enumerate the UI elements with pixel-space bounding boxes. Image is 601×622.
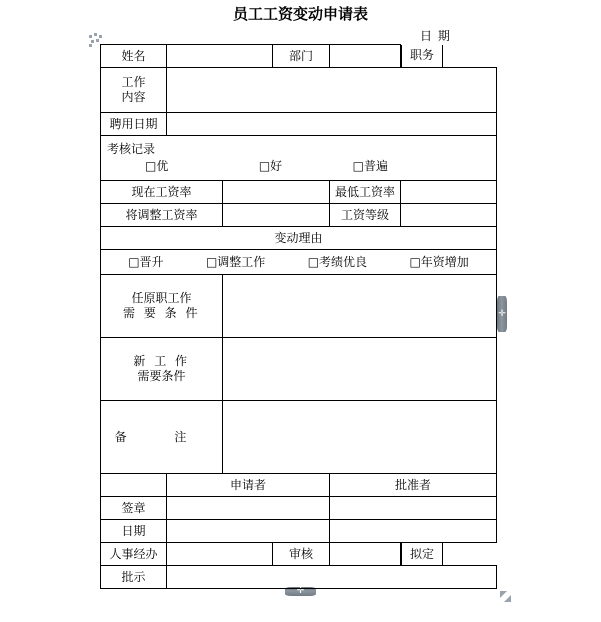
assessment-option-average[interactable]: □普遍 (352, 158, 388, 173)
reason-option-promotion[interactable]: □晋升 (128, 254, 164, 269)
remarks-value-cell[interactable] (223, 401, 497, 474)
hr-handler-label: 人事经办 (101, 543, 167, 566)
new-job-label (101, 338, 223, 401)
original-job-label-line1: 任原职工作 (131, 291, 192, 305)
table-row-reason-options (101, 250, 497, 275)
hr-handler-value-cell[interactable] (167, 543, 273, 566)
draft-label: 拟定 (402, 543, 443, 565)
department-label: 部门 (273, 45, 330, 68)
seal-approver-cell[interactable] (330, 497, 497, 520)
corner-resize-handle[interactable] (500, 591, 512, 603)
remarks-label: 备 注 (101, 401, 223, 474)
job-content-label (101, 68, 167, 113)
assessment-cell (101, 136, 497, 181)
original-job-label (101, 275, 223, 338)
table-row-rates-adjusted (101, 204, 497, 227)
table-row-basic-info (101, 45, 497, 68)
position-label: 职务 (402, 45, 443, 67)
salary-grade-label: 工资等级 (330, 204, 401, 227)
table-row-instruction (101, 566, 497, 589)
job-content-value-cell[interactable] (167, 68, 497, 113)
current-rate-label: 现在工资率 (101, 181, 223, 204)
signature-date-approver-cell[interactable] (330, 520, 497, 543)
table-row-original-job-requirements (101, 275, 497, 338)
review-label: 审核 (273, 543, 330, 566)
seal-applicant-cell[interactable] (167, 497, 330, 520)
seal-label: 签章 (101, 497, 167, 520)
name-label: 姓名 (101, 45, 167, 68)
review-value-cell[interactable] (330, 543, 401, 566)
adjusted-rate-value-cell[interactable] (223, 204, 330, 227)
salary-change-form-table (100, 44, 497, 589)
reason-option-seniority-increase[interactable]: □年资增加 (409, 254, 469, 269)
job-content-label-line1: 工作 (121, 75, 146, 89)
reason-option-good-performance[interactable]: □考绩优良 (307, 254, 368, 269)
signature-date-applicant-cell[interactable] (167, 520, 330, 543)
table-row-new-job-requirements (101, 338, 497, 401)
adjusted-rate-label: 将调整工资率 (101, 204, 223, 227)
applicant-header-label: 申请者 (167, 474, 330, 497)
original-job-label-line2: 需 要 条 件 (123, 306, 200, 320)
reason-option-job-adjustment[interactable]: □调整工作 (205, 254, 266, 269)
minimum-rate-label: 最低工资率 (330, 181, 401, 204)
draft-value-cell[interactable] (443, 543, 497, 565)
signature-date-label: 日期 (101, 520, 167, 543)
hire-date-value-cell[interactable] (167, 113, 497, 136)
draft-group-cell (401, 543, 497, 566)
assessment-option-excellent[interactable]: □优 (145, 158, 169, 173)
reason-options-cell (101, 250, 497, 275)
date-label: 日 期 (420, 29, 451, 43)
assessment-option-good[interactable]: □好 (258, 158, 283, 173)
bottom-resize-grip[interactable]: ✛ (285, 587, 316, 596)
position-value-cell[interactable] (443, 45, 497, 67)
signers-header-blank (101, 474, 167, 497)
right-resize-grip[interactable]: ✛ (497, 296, 507, 332)
new-job-label-line1: 新 工 作 (133, 354, 190, 368)
original-job-value-cell[interactable] (223, 275, 497, 338)
instruction-label: 批示 (101, 566, 167, 589)
table-row-hr-process (101, 543, 497, 566)
reason-header-label: 变动理由 (101, 227, 497, 250)
current-rate-value-cell[interactable] (223, 181, 330, 204)
position-group-cell (401, 45, 497, 68)
job-content-label-line2: 内容 (121, 90, 146, 104)
table-row-signers-header (101, 474, 497, 497)
table-row-remarks (101, 401, 497, 474)
new-job-label-line2: 需要条件 (137, 369, 186, 383)
assessment-label: 考核记录 (107, 141, 156, 156)
table-row-job-content (101, 68, 497, 113)
hire-date-label: 聘用日期 (101, 113, 167, 136)
name-value-cell[interactable] (167, 45, 273, 68)
approver-header-label: 批准者 (330, 474, 497, 497)
instruction-value-cell[interactable] (167, 566, 497, 589)
table-row-reason-header (101, 227, 497, 250)
minimum-rate-value-cell[interactable] (401, 181, 497, 204)
table-row-hire-date (101, 113, 497, 136)
table-row-assessment (101, 136, 497, 181)
table-row-seal (101, 497, 497, 520)
page-title: 员工工资变动申请表 (232, 5, 368, 23)
department-value-cell[interactable] (330, 45, 401, 68)
salary-grade-value-cell[interactable] (401, 204, 497, 227)
new-job-value-cell[interactable] (223, 338, 497, 401)
table-row-rates-current (101, 181, 497, 204)
table-row-signature-date (101, 520, 497, 543)
